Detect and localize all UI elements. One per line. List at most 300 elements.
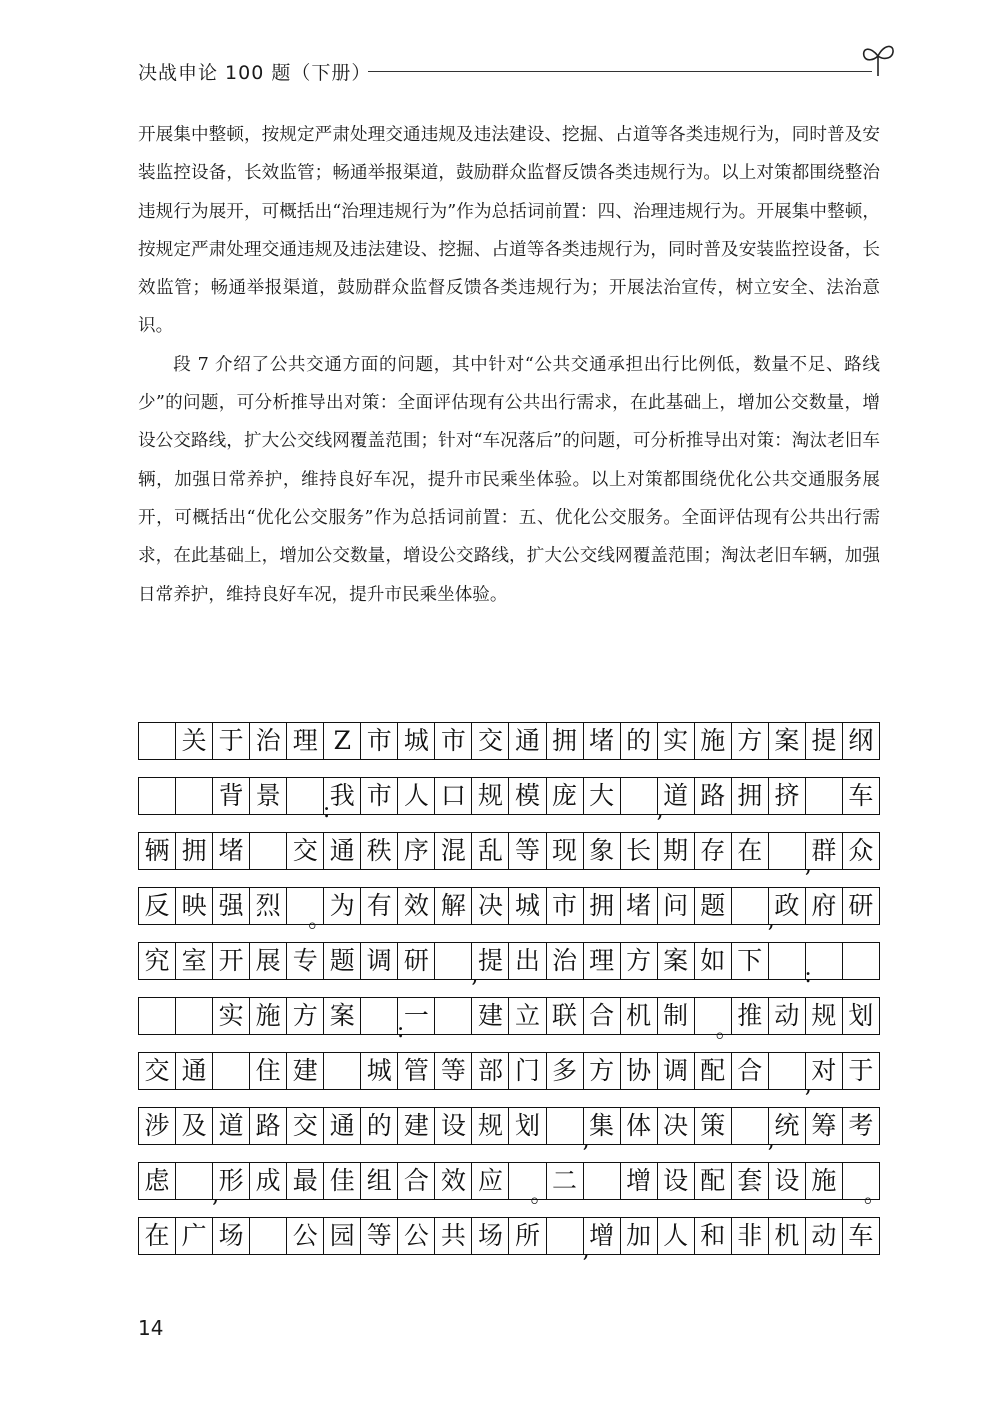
cell-char: 施	[255, 1001, 281, 1030]
grid-cell	[621, 888, 658, 924]
grid-cell	[806, 1218, 843, 1254]
cell-char: 路	[700, 781, 726, 810]
grid-cell	[472, 723, 509, 759]
grid-cell	[695, 888, 732, 924]
cell-char: 出	[514, 946, 540, 975]
grid-cell	[472, 943, 509, 979]
cell-char: Z	[333, 726, 351, 755]
cell-char: 拥	[589, 891, 615, 920]
grid-cell	[472, 1163, 509, 1199]
grid-cell	[398, 1053, 435, 1089]
grid-cell	[732, 943, 769, 979]
cell-char: 公	[403, 1221, 429, 1250]
grid-cell	[695, 833, 732, 869]
grid-cell	[843, 778, 880, 814]
cell-char: 施	[700, 726, 726, 755]
grid-cell	[509, 778, 546, 814]
grid-cell	[658, 778, 695, 814]
cell-char: 的	[366, 1111, 392, 1140]
cell-char: 下	[737, 946, 763, 975]
cell-char: 序	[403, 836, 429, 865]
grid-cell	[324, 1163, 361, 1199]
grid-cell	[250, 723, 287, 759]
cell-char: 场	[477, 1221, 503, 1250]
cell-char: 我	[329, 781, 355, 810]
grid-cell	[584, 833, 621, 869]
grid-cell	[435, 888, 472, 924]
grid-cell	[435, 1218, 472, 1254]
cell-char: 规	[477, 781, 503, 810]
grid-cell	[250, 1108, 287, 1144]
cell-char: 景	[255, 781, 281, 810]
cell-char: 成	[255, 1166, 281, 1195]
grid-cell	[139, 1108, 176, 1144]
cell-char: 室	[181, 946, 207, 975]
cell-char: 划	[848, 1001, 874, 1030]
grid-cell	[695, 1108, 732, 1144]
grid-cell	[769, 833, 812, 878]
cell-char: 动	[811, 1221, 837, 1250]
grid-cell	[435, 1163, 472, 1199]
grid-cell	[509, 833, 546, 869]
cell-char: 题	[700, 891, 726, 920]
grid-cell	[324, 778, 361, 814]
cell-char: 开	[218, 946, 244, 975]
grid-cell	[547, 778, 584, 814]
grid-cell	[287, 1218, 324, 1254]
cell-char: 治	[552, 946, 578, 975]
grid-cell	[287, 1108, 324, 1144]
cell-char: 集	[589, 1111, 615, 1140]
cell-punct: :	[322, 798, 331, 823]
book-title: 决战申论 100 题（下册）	[138, 58, 379, 85]
grid-cell	[250, 1053, 287, 1089]
sprout-icon	[858, 38, 898, 78]
grid-row	[138, 832, 880, 878]
cell-char: 和	[700, 1221, 726, 1250]
grid-cell	[843, 833, 880, 869]
cell-char: 协	[626, 1056, 652, 1085]
grid-row	[138, 1107, 880, 1153]
grid-cell	[324, 833, 361, 869]
grid-cell	[584, 1163, 621, 1199]
grid-cell	[658, 1218, 695, 1254]
cell-punct: ,	[212, 1183, 220, 1208]
cell-char: 在	[144, 1221, 170, 1250]
cell-char: 有	[366, 891, 392, 920]
cell-char: 合	[403, 1166, 429, 1195]
cell-char: 长	[626, 836, 652, 865]
grid-cell	[250, 1218, 287, 1254]
cell-char: 形	[218, 1166, 244, 1195]
grid-cell	[806, 833, 843, 869]
grid-cell	[398, 888, 435, 924]
cell-char: 映	[181, 891, 207, 920]
grid-cell	[324, 1108, 361, 1144]
grid-cell	[176, 833, 213, 869]
cell-punct: ,	[471, 963, 479, 988]
grid-cell	[658, 943, 695, 979]
cell-char: 辆	[144, 836, 170, 865]
grid-cell	[361, 1218, 398, 1254]
cell-char: 等	[366, 1221, 392, 1250]
cell-char: 市	[440, 726, 466, 755]
cell-char: 方	[589, 1056, 615, 1085]
cell-punct: 。	[308, 908, 331, 933]
grid-cell	[621, 723, 658, 759]
cell-punct: ,	[804, 853, 812, 878]
grid-cell	[769, 888, 806, 924]
grid-cell	[806, 1053, 843, 1089]
grid-cell	[695, 1053, 732, 1089]
grid-cell	[250, 833, 287, 869]
cell-char: 拥	[737, 781, 763, 810]
grid-cell	[806, 1163, 843, 1199]
cell-char: 究	[144, 946, 170, 975]
grid-cell	[176, 1053, 213, 1089]
cell-char: 强	[218, 891, 244, 920]
grid-cell	[509, 1053, 546, 1089]
grid-cell	[287, 778, 331, 823]
cell-char: 理	[292, 726, 318, 755]
grid-cell	[287, 888, 331, 933]
grid-cell	[806, 778, 843, 814]
grid-cell	[658, 1053, 695, 1089]
cell-char: 拥	[181, 836, 207, 865]
grid-cell	[769, 943, 812, 988]
grid-cell	[176, 723, 213, 759]
cell-char: 背	[218, 781, 244, 810]
grid-cell	[398, 998, 435, 1034]
grid-cell	[472, 1218, 509, 1254]
cell-char: 效	[403, 891, 429, 920]
grid-cell	[139, 1218, 176, 1254]
grid-cell	[769, 998, 806, 1034]
cell-char: 等	[440, 1056, 466, 1085]
cell-char: 城	[514, 891, 540, 920]
cell-char: 秩	[366, 836, 392, 865]
grid-cell	[584, 1108, 621, 1144]
grid-cell	[176, 1163, 220, 1208]
grid-cell	[547, 1163, 584, 1199]
grid-row	[138, 942, 880, 988]
grid-cell	[287, 943, 324, 979]
cell-char: 提	[811, 726, 837, 755]
grid-cell	[806, 723, 843, 759]
grid-cell	[584, 943, 621, 979]
grid-cell	[139, 998, 176, 1034]
grid-cell	[435, 1053, 472, 1089]
grid-cell	[584, 888, 621, 924]
grid-cell	[361, 723, 398, 759]
grid-cell	[621, 1053, 658, 1089]
cell-char: 人	[663, 1221, 689, 1250]
cell-char: 及	[181, 1111, 207, 1140]
cell-char: 研	[403, 946, 429, 975]
cell-char: 群	[811, 836, 837, 865]
cell-punct: ,	[656, 798, 664, 823]
grid-cell	[361, 833, 398, 869]
cell-char: 实	[663, 726, 689, 755]
cell-char: 多	[552, 1056, 578, 1085]
answer-grid	[138, 722, 886, 1272]
cell-char: 如	[700, 946, 726, 975]
grid-cell	[139, 888, 176, 924]
grid-cell	[398, 833, 435, 869]
grid-cell	[732, 833, 769, 869]
cell-char: 案	[329, 1001, 355, 1030]
cell-char: 口	[440, 781, 466, 810]
cell-char: 制	[663, 1001, 689, 1030]
grid-cell	[695, 1163, 732, 1199]
grid-cell	[213, 943, 250, 979]
cell-char: 立	[514, 1001, 540, 1030]
grid-cell	[547, 723, 584, 759]
cell-char: 场	[218, 1221, 244, 1250]
cell-char: 为	[329, 891, 355, 920]
grid-cell	[547, 998, 584, 1034]
grid-cell	[139, 1163, 176, 1199]
cell-char: 方	[292, 1001, 318, 1030]
grid-cell	[398, 1163, 435, 1199]
cell-char: 府	[811, 891, 837, 920]
grid-cell	[695, 778, 732, 814]
grid-cell	[324, 888, 361, 924]
cell-char: 展	[255, 946, 281, 975]
cell-char: 城	[366, 1056, 392, 1085]
cell-punct: ,	[804, 1073, 812, 1098]
cell-char: 部	[477, 1056, 503, 1085]
grid-cell	[584, 998, 621, 1034]
cell-char: 效	[440, 1166, 466, 1195]
grid-row	[138, 1217, 880, 1263]
cell-char: 通	[514, 726, 540, 755]
cell-char: 涉	[144, 1111, 170, 1140]
grid-cell	[695, 998, 738, 1043]
cell-char: 案	[663, 946, 689, 975]
cell-char: 二	[552, 1166, 578, 1195]
cell-char: 通	[329, 836, 355, 865]
grid-cell	[509, 723, 546, 759]
grid-cell	[509, 1218, 546, 1254]
grid-cell	[287, 1163, 324, 1199]
grid-cell	[324, 998, 361, 1034]
grid-cell	[769, 1163, 806, 1199]
cell-char: 方	[737, 726, 763, 755]
grid-cell	[621, 778, 664, 823]
cell-char: 道	[218, 1111, 244, 1140]
grid-cell	[472, 1108, 509, 1144]
cell-char: 模	[514, 781, 540, 810]
cell-char: 方	[626, 946, 652, 975]
cell-char: 市	[552, 891, 578, 920]
grid-cell	[361, 888, 398, 924]
grid-cell	[324, 723, 361, 759]
grid-row	[138, 1052, 880, 1098]
grid-cell	[435, 723, 472, 759]
cell-char: 专	[292, 946, 318, 975]
grid-cell	[621, 998, 658, 1034]
cell-char: 在	[737, 836, 763, 865]
grid-cell	[213, 723, 250, 759]
cell-char: 规	[811, 1001, 837, 1030]
cell-char: 考	[848, 1111, 874, 1140]
cell-char: 堵	[218, 836, 244, 865]
grid-cell	[732, 778, 769, 814]
cell-char: 堵	[589, 726, 615, 755]
cell-char: 通	[329, 1111, 355, 1140]
cell-char: 大	[589, 781, 615, 810]
grid-cell	[472, 778, 509, 814]
cell-char: 合	[589, 1001, 615, 1030]
grid-cell	[658, 998, 695, 1034]
grid-cell	[361, 943, 398, 979]
cell-punct: ,	[582, 1128, 590, 1153]
grid-cell	[843, 998, 880, 1034]
cell-char: 研	[848, 891, 874, 920]
grid-cell	[324, 943, 361, 979]
cell-char: 非	[737, 1221, 763, 1250]
cell-char: 挤	[774, 781, 800, 810]
grid-cell	[732, 1163, 769, 1199]
grid-cell	[509, 1108, 546, 1144]
grid-cell	[843, 888, 880, 924]
grid-cell	[139, 723, 176, 759]
cell-char: 划	[514, 1111, 540, 1140]
cell-punct: ,	[767, 1128, 775, 1153]
cell-char: 市	[366, 781, 392, 810]
grid-cell	[176, 998, 213, 1034]
grid-cell	[843, 723, 880, 759]
cell-char: 交	[477, 726, 503, 755]
cell-char: 统	[774, 1111, 800, 1140]
grid-cell	[398, 1108, 435, 1144]
grid-cell	[509, 1163, 553, 1208]
cell-char: 建	[292, 1056, 318, 1085]
cell-char: 动	[774, 1001, 800, 1030]
grid-cell	[361, 778, 398, 814]
grid-cell	[806, 943, 843, 979]
cell-char: 象	[589, 836, 615, 865]
grid-cell	[806, 1108, 843, 1144]
cell-char: 乱	[477, 836, 503, 865]
cell-char: 共	[440, 1221, 466, 1250]
grid-cell	[769, 1053, 812, 1098]
grid-cell	[732, 1108, 775, 1153]
cell-char: 等	[514, 836, 540, 865]
grid-row	[138, 887, 880, 933]
grid-cell	[324, 1053, 361, 1089]
cell-char: 理	[589, 946, 615, 975]
grid-cell	[435, 943, 479, 988]
grid-cell	[361, 1053, 398, 1089]
grid-cell	[213, 1053, 250, 1089]
cell-char: 增	[626, 1166, 652, 1195]
cell-char: 实	[218, 1001, 244, 1030]
cell-char: 体	[626, 1111, 652, 1140]
cell-char: 设	[663, 1166, 689, 1195]
grid-cell	[732, 888, 775, 933]
cell-char: 政	[774, 891, 800, 920]
grid-cell	[695, 943, 732, 979]
grid-cell	[213, 833, 250, 869]
cell-char: 筹	[811, 1111, 837, 1140]
grid-cell	[658, 833, 695, 869]
grid-cell	[695, 1218, 732, 1254]
grid-cell	[695, 723, 732, 759]
cell-char: 联	[552, 1001, 578, 1030]
cell-char: 佳	[329, 1166, 355, 1195]
grid-cell	[843, 1053, 880, 1089]
cell-char: 提	[477, 946, 503, 975]
grid-cell	[213, 1108, 250, 1144]
paragraph-2: 段 7 介绍了公共交通方面的问题，其中针对“公共交通承担出行比例低，数量不足、路线少”的问题，可分析推导出对策：全面评估现有公共出行需求，在此基础上，增加公交数量，增设公交路线，扩大公交线网覆盖范围；针对“车况落后”的问题，可分析推导出对策：淘汰老旧车辆，加强日常养护，维持良好车况，提升市民乘坐体验。以上对策都围绕优化公共交通服务展开，可概括出“优化公交服务”作为总括词前置：五、优化公交服务。全面评估现有公共出行需求，在此基础上，增加公交数量，增设公交路线，扩大公交线网覆盖范围；淘汰老旧车辆，加强日常养护，维持良好车况，提升市民乘坐体验。	[138, 354, 880, 605]
cell-char: 设	[774, 1166, 800, 1195]
grid-cell	[547, 1053, 584, 1089]
grid-cell	[547, 888, 584, 924]
grid-cell	[509, 943, 546, 979]
grid-cell	[658, 888, 695, 924]
grid-cell	[658, 1108, 695, 1144]
cell-char: 问	[663, 891, 689, 920]
grid-cell	[213, 1218, 250, 1254]
grid-cell	[732, 1053, 769, 1089]
cell-char: 门	[514, 1056, 540, 1085]
cell-char: 于	[218, 726, 244, 755]
header-rule	[368, 71, 872, 72]
grid-row	[138, 722, 880, 760]
grid-cell	[287, 723, 324, 759]
cell-char: 堵	[626, 891, 652, 920]
grid-cell	[361, 1108, 398, 1144]
grid-row	[138, 1162, 886, 1208]
cell-char: 期	[663, 836, 689, 865]
cell-punct: 。	[715, 1018, 738, 1043]
cell-char: 决	[477, 891, 503, 920]
cell-char: 混	[440, 836, 466, 865]
cell-char: 城	[403, 726, 429, 755]
grid-cell	[732, 998, 769, 1034]
cell-char: 车	[848, 1221, 874, 1250]
cell-char: 住	[255, 1056, 281, 1085]
grid-cell	[769, 778, 806, 814]
grid-cell	[658, 723, 695, 759]
grid-cell	[213, 888, 250, 924]
grid-cell	[843, 1218, 880, 1254]
cell-punct: 。	[863, 1183, 886, 1208]
grid-cell	[472, 1053, 509, 1089]
cell-char: 套	[737, 1166, 763, 1195]
grid-cell	[250, 943, 287, 979]
cell-char: 人	[403, 781, 429, 810]
cell-char: 题	[329, 946, 355, 975]
cell-char: 配	[700, 1166, 726, 1195]
cell-char: 治	[255, 726, 281, 755]
grid-cell	[139, 778, 176, 814]
grid-cell	[472, 998, 509, 1034]
grid-cell	[213, 778, 250, 814]
grid-cell	[732, 1218, 769, 1254]
grid-cell	[361, 998, 405, 1043]
cell-char: 调	[366, 946, 392, 975]
grid-cell	[176, 778, 213, 814]
grid-cell	[250, 888, 287, 924]
grid-cell	[584, 1053, 621, 1089]
grid-cell	[398, 943, 435, 979]
grid-cell	[769, 1108, 806, 1144]
cell-char: 推	[737, 1001, 763, 1030]
cell-char: 存	[700, 836, 726, 865]
